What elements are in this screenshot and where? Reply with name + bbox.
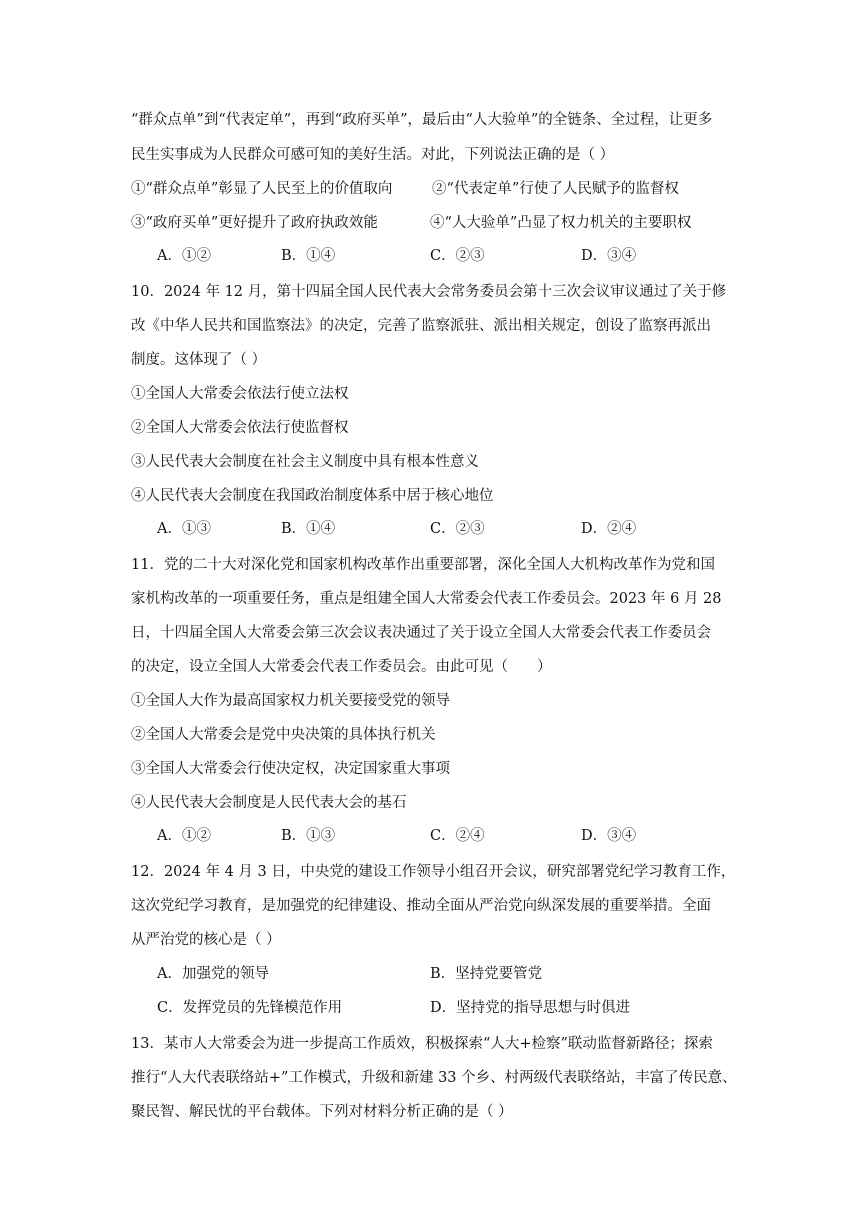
q11-option-b: B．①③	[281, 828, 336, 844]
q9-option-b: B．①④	[281, 248, 336, 264]
q11-item-3: ③全国人大常委会行使决定权，决定国家重大事项	[131, 761, 450, 777]
q9-stem-line-2: 民生实事成为人民群众可感可知的美好生活。对此，下列说法正确的是（ ）	[131, 147, 615, 163]
q11-stem-line-1: 11．党的二十大对深化党和国家机构改革作出重要部署，深化全国人大机构改革作为党和国	[131, 557, 715, 573]
q10-stem-line-1: 10．2024 年 12 月，第十四届全国人民代表大会常务委员会第十三次会议审议通过了关于修	[131, 284, 727, 300]
q10-item-1: ①全国人大常委会依法行使立法权	[131, 386, 349, 402]
q13-stem-line-1: 13．某市人大常委会为进一步提高工作质效，积极探索“人大+检察”联动监督新路径；探索	[131, 1036, 713, 1052]
q12-stem-line-3: 从严治党的核心是（ ）	[131, 932, 281, 948]
q11-option-d: D．③④	[581, 828, 637, 844]
q9-item-3: ③“政府买单”更好提升了政府执政效能	[131, 215, 378, 231]
q11-option-c: C．②④	[430, 828, 485, 844]
q12-option-b: B．坚持党要管党	[430, 966, 543, 982]
q11-stem-line-4: 的决定，设立全国人大常委会代表工作委员会。由此可见（ ）	[131, 659, 552, 675]
q10-option-a: A．①③	[157, 521, 211, 537]
q10-option-c: C．②③	[430, 521, 485, 537]
q9-item-2: ②“代表定单”行使了人民赋予的监督权	[432, 181, 679, 197]
q10-item-4: ④人民代表大会制度在我国政治制度体系中居于核心地位	[131, 488, 494, 504]
q9-item-1: ①“群众点单”彰显了人民至上的价值取向	[131, 181, 393, 197]
q12-stem-line-2: 这次党纪学习教育，是加强党的纪律建设、推动全面从严治党向纵深发展的重要举措。全面	[131, 898, 711, 914]
q11-item-1: ①全国人大作为最高国家权力机关要接受党的领导	[131, 693, 450, 709]
q10-item-3: ③人民代表大会制度在社会主义制度中具有根本性意义	[131, 454, 479, 470]
q13-stem-line-3: 聚民智、解民忧的平台载体。下列对材料分析正确的是（ ）	[131, 1104, 513, 1120]
q10-stem-line-3: 制度。这体现了（ ）	[131, 352, 267, 368]
q12-stem-line-1: 12．2024 年 4 月 3 日，中央党的建设工作领导小组召开会议，研究部署党纪学习教育工作，	[131, 864, 736, 880]
q11-stem-line-3: 日，十四届全国人大常委会第三次会议表决通过了关于设立全国人大常委会代表工作委员会	[131, 625, 711, 641]
q10-option-b: B．①④	[281, 521, 336, 537]
q11-item-2: ②全国人大常委会是党中央决策的具体执行机关	[131, 727, 436, 743]
q9-option-d: D．③④	[581, 248, 637, 264]
q12-option-d: D．坚持党的指导思想与时俱进	[430, 1000, 631, 1016]
q11-item-4: ④人民代表大会制度是人民代表大会的基石	[131, 795, 407, 811]
q10-item-2: ②全国人大常委会依法行使监督权	[131, 420, 349, 436]
q9-option-c: C．②③	[430, 248, 485, 264]
q9-item-4: ④“人大验单”凸显了权力机关的主要职权	[430, 215, 692, 231]
q10-option-d: D．②④	[581, 521, 637, 537]
q9-option-a: A．①②	[157, 248, 211, 264]
q9-stem-line-1: “群众点单”到“代表定单”，再到“政府买单”，最后由“人大验单”的全链条、全过程，让更多	[131, 112, 713, 128]
q11-stem-line-2: 家机构改革的一项重要任务，重点是组建全国人大常委会代表工作委员会。2023 年 6 月 28	[131, 591, 722, 607]
q13-stem-line-2: 推行“人大代表联络站+”工作模式，升级和新建 33 个乡、村两级代表联络站，丰富了传民意、	[131, 1070, 737, 1086]
q12-option-c: C．发挥党员的先锋模范作用	[157, 1000, 343, 1016]
q11-option-a: A．①②	[157, 828, 211, 844]
q10-stem-line-2: 改《中华人民共和国监察法》的决定，完善了监察派驻、派出相关规定，创设了监察再派出	[131, 318, 711, 334]
q12-option-a: A．加强党的领导	[157, 966, 269, 982]
